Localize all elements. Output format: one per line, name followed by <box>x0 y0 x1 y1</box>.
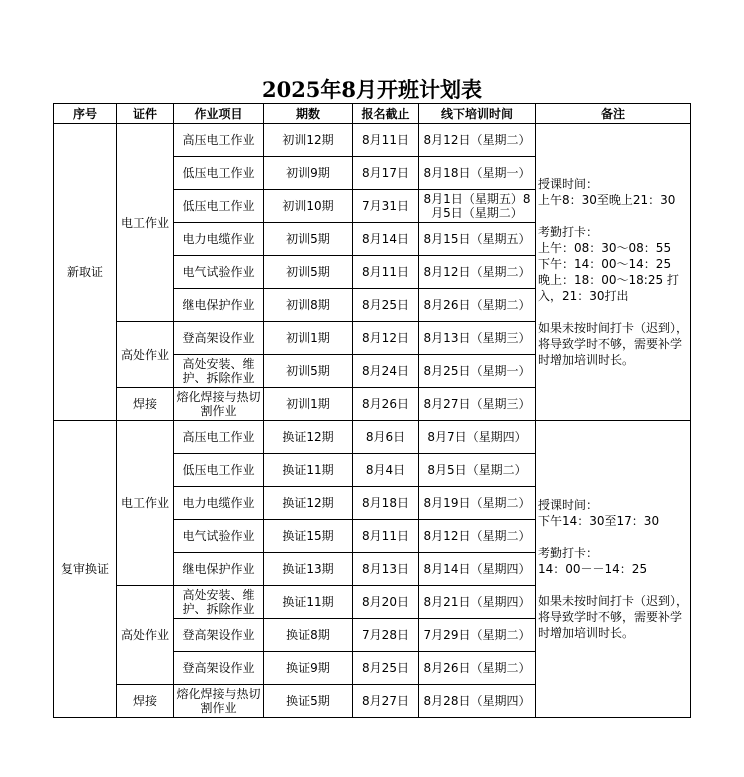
period-cell: 换证13期 <box>264 553 353 586</box>
table-row <box>54 421 691 454</box>
item-cell: 高处安装、维护、拆除作业 <box>174 355 264 388</box>
training-time-cell: 8月12日（星期二） <box>419 520 536 553</box>
item-cell: 电力电缆作业 <box>174 487 264 520</box>
training-time-cell: 8月5日（星期二） <box>419 454 536 487</box>
training-time-cell: 8月25日（星期一） <box>419 355 536 388</box>
item-cell: 登高架设作业 <box>174 322 264 355</box>
deadline-cell: 8月11日 <box>353 124 419 157</box>
item-cell: 低压电工作业 <box>174 190 264 223</box>
deadline-cell: 8月6日 <box>353 421 419 454</box>
training-time-cell: 8月12日（星期二） <box>419 124 536 157</box>
category-cell: 复审换证 <box>54 421 117 718</box>
deadline-cell: 8月25日 <box>353 652 419 685</box>
header-period: 期数 <box>264 104 353 124</box>
item-cell: 高压电工作业 <box>174 421 264 454</box>
period-cell: 换证5期 <box>264 685 353 718</box>
training-time-cell: 8月15日（星期五） <box>419 223 536 256</box>
item-cell: 登高架设作业 <box>174 619 264 652</box>
training-time-cell: 8月28日（星期四） <box>419 685 536 718</box>
period-cell: 初训1期 <box>264 322 353 355</box>
item-cell: 熔化焊接与热切割作业 <box>174 685 264 718</box>
period-cell: 换证9期 <box>264 652 353 685</box>
deadline-cell: 8月17日 <box>353 157 419 190</box>
category-cell: 新取证 <box>54 124 117 421</box>
header-item: 作业项目 <box>174 104 264 124</box>
period-cell: 初训8期 <box>264 289 353 322</box>
training-time-cell: 8月18日（星期一） <box>419 157 536 190</box>
item-cell: 低压电工作业 <box>174 454 264 487</box>
item-cell: 登高架设作业 <box>174 652 264 685</box>
cert-cell: 电工作业 <box>117 421 174 586</box>
period-cell: 初训12期 <box>264 124 353 157</box>
deadline-cell: 8月12日 <box>353 322 419 355</box>
period-cell: 初训5期 <box>264 256 353 289</box>
item-cell: 电气试验作业 <box>174 256 264 289</box>
training-time-cell: 8月26日（星期二） <box>419 289 536 322</box>
deadline-cell: 8月26日 <box>353 388 419 421</box>
training-time-cell: 7月29日（星期二） <box>419 619 536 652</box>
period-cell: 初训5期 <box>264 355 353 388</box>
training-time-cell: 8月12日（星期二） <box>419 256 536 289</box>
cert-cell: 高处作业 <box>117 322 174 388</box>
deadline-cell: 8月13日 <box>353 553 419 586</box>
page-title: 2025年8月开班计划表 <box>261 77 483 102</box>
training-time-cell: 8月13日（星期三） <box>419 322 536 355</box>
header-row <box>54 104 691 124</box>
cert-cell: 高处作业 <box>117 586 174 685</box>
deadline-cell: 8月20日 <box>353 586 419 619</box>
header-deadline: 报名截止 <box>353 104 419 124</box>
deadline-cell: 8月24日 <box>353 355 419 388</box>
note-cell: 授课时间： 上午8：30至晚上21：30 考勤打卡： 上午：08：30～08：55 下午：14：00～14：25 晚上：18：00～18:25 打入，21：30打出 如果未按时间打卡（迟到），将导致学时不够，需要补学时增加培训时长。 <box>536 124 691 421</box>
period-cell: 换证12期 <box>264 487 353 520</box>
deadline-cell: 8月4日 <box>353 454 419 487</box>
cert-cell: 焊接 <box>117 685 174 718</box>
deadline-cell: 8月14日 <box>353 223 419 256</box>
header-note: 备注 <box>536 104 691 124</box>
item-cell: 继电保护作业 <box>174 553 264 586</box>
period-cell: 初训9期 <box>264 157 353 190</box>
item-cell: 低压电工作业 <box>174 157 264 190</box>
deadline-cell: 8月18日 <box>353 487 419 520</box>
deadline-cell: 7月31日 <box>353 190 419 223</box>
item-cell: 继电保护作业 <box>174 289 264 322</box>
period-cell: 初训5期 <box>264 223 353 256</box>
training-time-cell: 8月26日（星期二） <box>419 652 536 685</box>
schedule-table <box>53 103 691 718</box>
deadline-cell: 8月27日 <box>353 685 419 718</box>
cert-cell: 焊接 <box>117 388 174 421</box>
training-time-cell: 8月21日（星期四） <box>419 586 536 619</box>
note-cell: 授课时间： 下午14：30至17：30 考勤打卡： 14：00－－14：25 如果未按时间打卡（迟到），将导致学时不够，需要补学时增加培训时长。 <box>536 421 691 718</box>
period-cell: 换证12期 <box>264 421 353 454</box>
item-cell: 高处安装、维护、拆除作业 <box>174 586 264 619</box>
training-time-cell: 8月1日（星期五）8月5日（星期二） <box>419 190 536 223</box>
period-cell: 换证8期 <box>264 619 353 652</box>
period-cell: 换证11期 <box>264 454 353 487</box>
schedule-body <box>54 124 691 718</box>
item-cell: 电气试验作业 <box>174 520 264 553</box>
item-cell: 熔化焊接与热切割作业 <box>174 388 264 421</box>
deadline-cell: 8月11日 <box>353 520 419 553</box>
item-cell: 高压电工作业 <box>174 124 264 157</box>
training-time-cell: 8月19日（星期二） <box>419 487 536 520</box>
deadline-cell: 7月28日 <box>353 619 419 652</box>
training-time-cell: 8月7日（星期四） <box>419 421 536 454</box>
period-cell: 初训1期 <box>264 388 353 421</box>
period-cell: 换证11期 <box>264 586 353 619</box>
deadline-cell: 8月11日 <box>353 256 419 289</box>
header-training-time: 线下培训时间 <box>419 104 536 124</box>
period-cell: 换证15期 <box>264 520 353 553</box>
item-cell: 电力电缆作业 <box>174 223 264 256</box>
header-index: 序号 <box>54 104 117 124</box>
deadline-cell: 8月25日 <box>353 289 419 322</box>
header-cert: 证件 <box>117 104 174 124</box>
period-cell: 初训10期 <box>264 190 353 223</box>
training-time-cell: 8月27日（星期三） <box>419 388 536 421</box>
training-time-cell: 8月14日（星期四） <box>419 553 536 586</box>
table-row <box>54 124 691 157</box>
cert-cell: 电工作业 <box>117 124 174 322</box>
